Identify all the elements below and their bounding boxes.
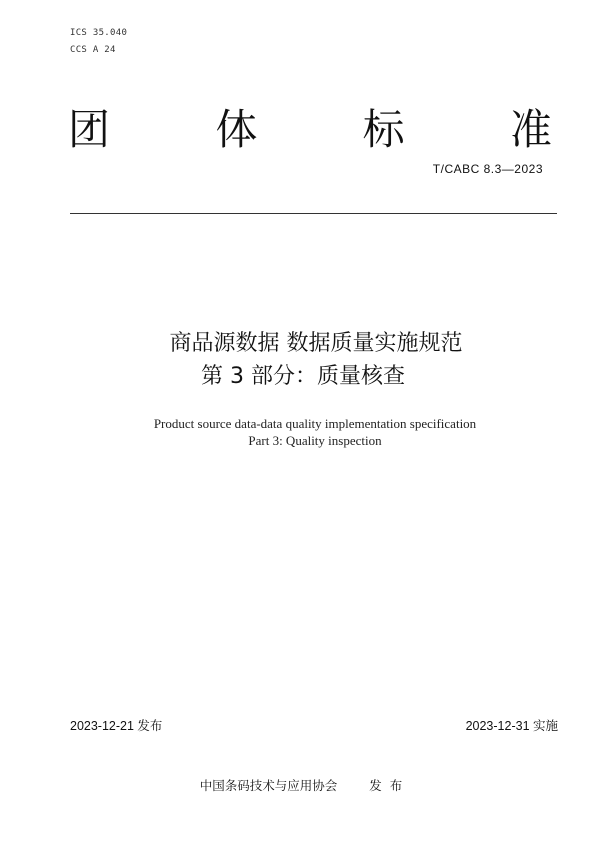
english-title-line-1: Product source data-data quality implementation specification xyxy=(153,416,477,431)
ccs-code: CCS A 24 xyxy=(70,45,116,55)
ics-code: ICS 35.040 xyxy=(70,28,128,38)
publisher-line xyxy=(0,776,600,794)
heading-char-1: 团 xyxy=(68,105,111,154)
english-title-line-2: Part 3: Quality inspection xyxy=(248,433,382,448)
chinese-title-line-2: 第 3 部分：质量核查 xyxy=(201,364,405,389)
standard-number: T/CABC 8.3—2023 xyxy=(432,162,543,176)
header-divider xyxy=(70,213,557,214)
chinese-title-line-1: 商品源数据 数据质量实施规范 xyxy=(169,331,463,356)
publisher-name: 中国条码技术与应用协会 xyxy=(199,778,338,793)
heading-char-3: 标 xyxy=(362,105,405,154)
implementation-date: 2023-12-31 实施 xyxy=(465,719,558,733)
heading-char-4: 准 xyxy=(509,105,552,154)
heading-char-2: 体 xyxy=(215,105,258,154)
publisher-action: 发布 xyxy=(369,778,411,793)
issue-date: 2023-12-21 发布 xyxy=(70,719,163,733)
standard-type-heading xyxy=(68,100,552,160)
